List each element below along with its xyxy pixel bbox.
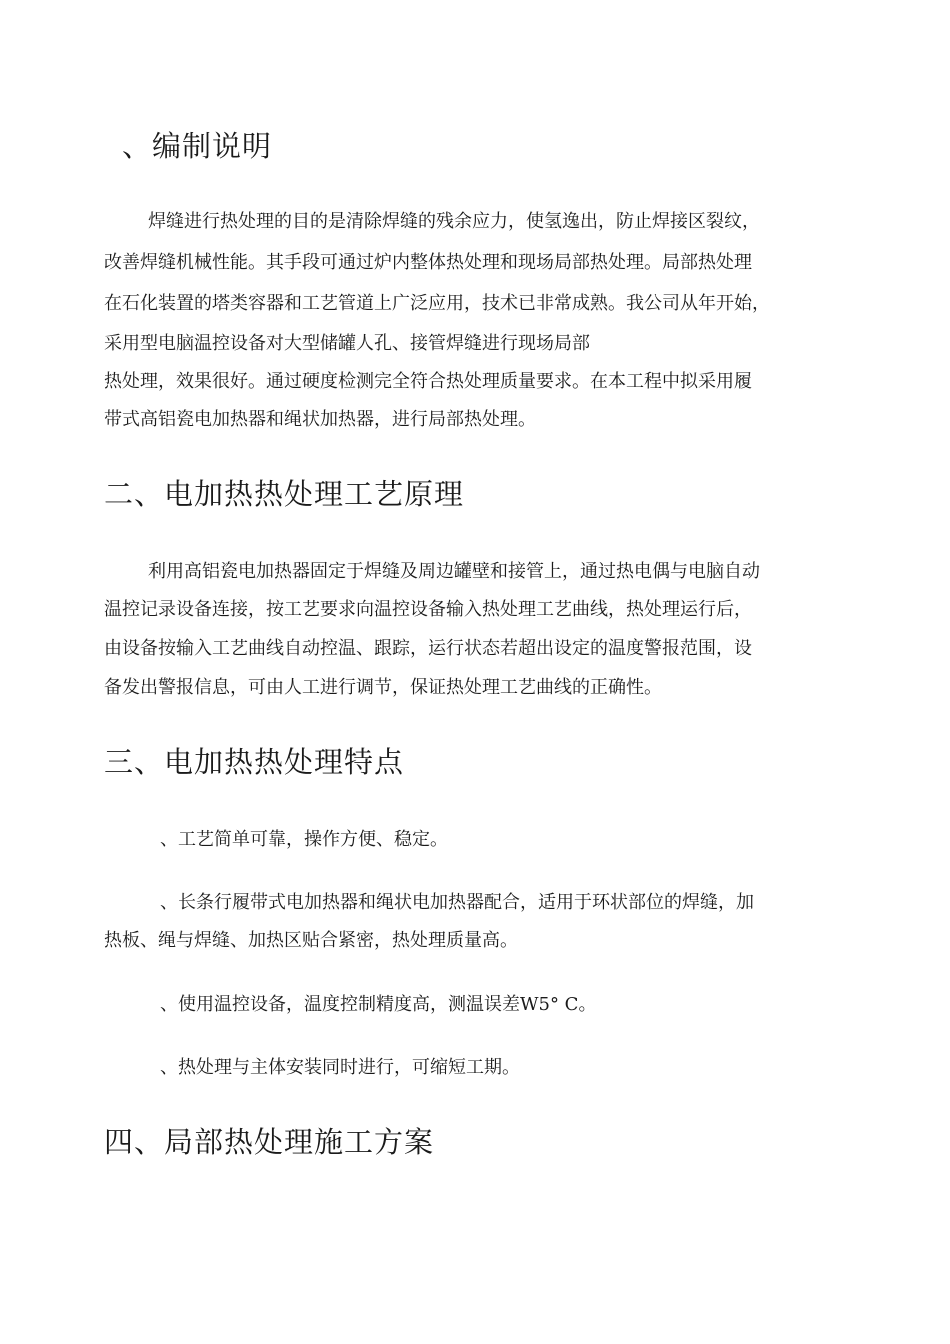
list-item: 、工艺简单可靠，操作方便、稳定。 bbox=[160, 829, 448, 850]
list-item-continuation: 热板、绳与焊缝、加热区贴合紧密，热处理质量高。 bbox=[104, 930, 518, 951]
paragraph-line: 温控记录设备连接，按工艺要求向温控设备输入热处理工艺曲线，热处理运行后， bbox=[104, 599, 752, 620]
paragraph-line: 改善焊缝机械性能。其手段可通过炉内整体热处理和现场局部热处理。局部热处理 bbox=[104, 252, 752, 273]
paragraph-line: 热处理，效果很好。通过硬度检测完全符合热处理质量要求。在本工程中拟采用履 bbox=[104, 371, 752, 392]
paragraph-line: 备发出警报信息，可由人工进行调节，保证热处理工艺曲线的正确性。 bbox=[104, 677, 662, 698]
paragraph-line: 在石化装置的塔类容器和工艺管道上广泛应用，技术已非常成熟。我公司从年开始， bbox=[104, 293, 770, 314]
paragraph-line: 采用型电脑温控设备对大型储罐人孔、接管焊缝进行现场局部 bbox=[104, 333, 590, 354]
paragraph-line: 利用高铝瓷电加热器固定于焊缝及周边罐壁和接管上，通过热电偶与电脑自动 bbox=[148, 561, 760, 582]
list-item: 、使用温控设备，温度控制精度高，测温误差W5° C。 bbox=[160, 994, 597, 1015]
list-item: 、长条行履带式电加热器和绳状电加热器配合，适用于环状部位的焊缝，加 bbox=[160, 892, 754, 913]
section-heading-3: 三、电加热热处理特点 bbox=[104, 745, 405, 779]
section-heading-4: 四、局部热处理施工方案 bbox=[104, 1125, 435, 1159]
paragraph-line: 带式高铝瓷电加热器和绳状加热器，进行局部热处理。 bbox=[104, 409, 536, 430]
section-heading-2: 二、电加热热处理工艺原理 bbox=[104, 477, 465, 511]
paragraph-line: 焊缝进行热处理的目的是清除焊缝的残余应力，使氢逸出，防止焊接区裂纹， bbox=[148, 211, 760, 232]
list-item: 、热处理与主体安装同时进行，可缩短工期。 bbox=[160, 1057, 520, 1078]
section-heading-1: 、编制说明 bbox=[122, 129, 273, 163]
paragraph-line: 由设备按输入工艺曲线自动控温、跟踪，运行状态若超出设定的温度警报范围，设 bbox=[104, 638, 752, 659]
